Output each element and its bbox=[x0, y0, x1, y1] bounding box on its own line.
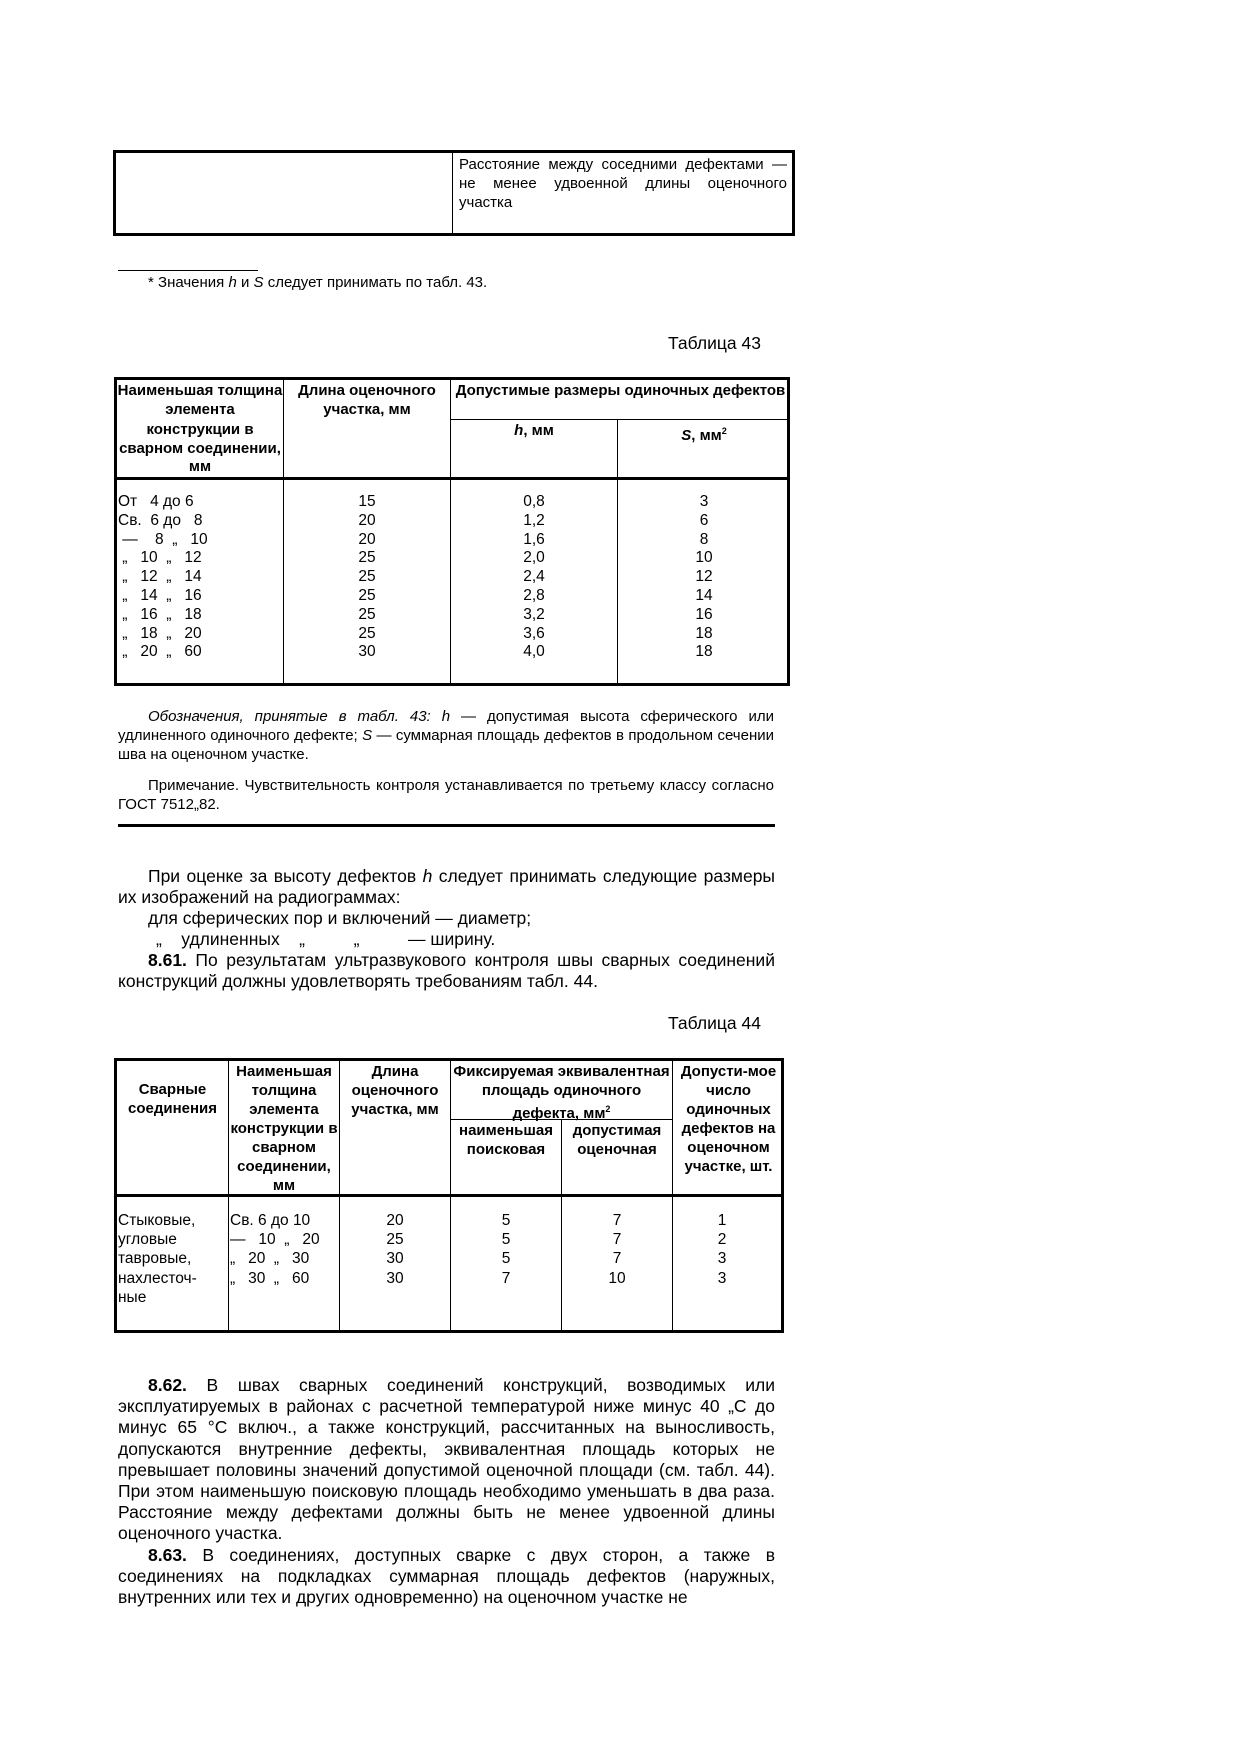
table-44-caption: Таблица 44 bbox=[668, 1013, 761, 1033]
table-cell-h: 2,8 bbox=[523, 586, 545, 604]
header-thickness: Наименьшая толщина элемента конструкции в сварном соединении, мм bbox=[117, 382, 283, 475]
header-allowed-defects: Допустимые размеры одиночных дефектов bbox=[455, 382, 786, 399]
table-cell-length: 20 bbox=[358, 530, 376, 548]
table-cell-thickness: От 4 до 6 bbox=[118, 493, 194, 510]
table-cell-length: 30 bbox=[358, 643, 376, 661]
header-evaluation: допустимая оценочная bbox=[572, 1122, 662, 1158]
table-cell-s: 10 bbox=[695, 549, 713, 567]
header-search: наименьшая поисковая bbox=[459, 1122, 553, 1158]
table-cell-thickness: „ 30 „ 60 bbox=[230, 1269, 310, 1287]
empty-cell bbox=[116, 153, 453, 233]
table-cell-length: 15 bbox=[358, 493, 376, 510]
table-cell-length: 20 bbox=[358, 511, 376, 529]
table-cell-thickness: „ 18 „ 20 bbox=[118, 624, 202, 642]
table-cell-thickness: „ 20 „ 60 bbox=[118, 643, 202, 661]
table-cell-eval: 7 bbox=[612, 1231, 622, 1249]
table-cell-s: 12 bbox=[695, 568, 713, 586]
table-cell-thickness: Св. 6 до 10 bbox=[230, 1212, 311, 1229]
note-text: Примечание. Чувствительность контроля устанавливается по третьему классу согласно ГОСТ 7512„82. bbox=[118, 777, 774, 813]
s-column bbox=[618, 493, 790, 662]
table-cell-s: 18 bbox=[695, 643, 713, 661]
table-cell-thickness: Св. 6 до 8 bbox=[118, 511, 203, 529]
header-joints: Сварные соединения bbox=[127, 1081, 218, 1117]
table-cell-h: 1,2 bbox=[523, 511, 545, 529]
header-bottom-rule bbox=[117, 1194, 784, 1197]
header-thickness: Наименьшая толщина элемента конструкции в сварном соединении, мм bbox=[230, 1063, 338, 1194]
footnote-divider bbox=[118, 270, 258, 271]
table-cell-s: 3 bbox=[699, 493, 709, 510]
length-column bbox=[284, 493, 450, 662]
table-cell-search: 5 bbox=[501, 1231, 511, 1249]
table-cell-length: 30 bbox=[386, 1269, 404, 1287]
table-43-notes bbox=[118, 707, 774, 814]
paragraph-line: При оценке за высоту дефектов h следует принимать следующие размеры их изображений на радиограммах: bbox=[118, 866, 776, 907]
table-cell-s: 18 bbox=[695, 624, 713, 642]
table-cell-eval: 7 bbox=[612, 1250, 622, 1268]
table-cell-length: 25 bbox=[358, 624, 376, 642]
table-cell-search: 5 bbox=[501, 1250, 511, 1268]
table-cell-thickness: „ 14 „ 16 bbox=[118, 586, 202, 604]
table-cell-thickness: „ 16 „ 18 bbox=[118, 605, 202, 623]
table-cell-count: 3 bbox=[717, 1269, 727, 1287]
evaluation-column bbox=[562, 1211, 672, 1288]
table-43 bbox=[114, 377, 790, 686]
notes-bottom-rule bbox=[118, 824, 775, 827]
thickness-column bbox=[118, 493, 282, 662]
table-cell-h: 0,8 bbox=[523, 493, 545, 510]
table-cell-length: 30 bbox=[386, 1250, 404, 1268]
paragraph-radiogram bbox=[118, 866, 775, 992]
table-cell-length: 25 bbox=[358, 605, 376, 623]
table-cell-length: 25 bbox=[386, 1231, 404, 1249]
footnote: * Значения h и S следует принимать по табл. 43. bbox=[148, 274, 488, 291]
table-cell-thickness: — 10 „ 20 bbox=[230, 1231, 320, 1249]
table-cell-s: 6 bbox=[699, 511, 709, 529]
table-cell-thickness: „ 12 „ 14 bbox=[118, 568, 202, 586]
table-cell-thickness: „ 20 „ 30 bbox=[230, 1250, 310, 1268]
table-44 bbox=[114, 1058, 784, 1333]
previous-table-fragment bbox=[113, 150, 795, 236]
table-cell-thickness: — 8 „ 10 bbox=[118, 530, 208, 548]
table-cell-h: 2,4 bbox=[523, 568, 545, 586]
paragraph-8-62-8-63 bbox=[118, 1375, 775, 1608]
table-cell-h: 3,2 bbox=[523, 605, 545, 623]
search-column bbox=[451, 1211, 561, 1288]
paragraph-8-63: 8.63. В соединениях, доступных сварке с двух сторон, а также в соединениях на подкладках суммарная площадь дефектов (наружных, внутренних или тех и других одновременно) на оценочном участке не bbox=[118, 1544, 775, 1608]
table-cell-length: 25 bbox=[358, 586, 376, 604]
table-cell-search: 7 bbox=[501, 1269, 511, 1287]
table-cell-count: 2 bbox=[717, 1231, 727, 1249]
h-column bbox=[451, 493, 617, 662]
table-cell-search: 5 bbox=[501, 1212, 511, 1229]
header-bottom-rule bbox=[117, 477, 790, 480]
paragraph-line: „ удлиненных „ „ — ширину. bbox=[156, 929, 496, 949]
table-cell-s: 16 bbox=[695, 605, 713, 623]
thickness-column bbox=[230, 1211, 338, 1288]
header-s: S, $мм^2$ bbox=[681, 426, 727, 444]
header-equivalent-area: Фиксируемая эквивалентная площадь одиночного дефекта, $мм^2$ bbox=[453, 1063, 670, 1122]
table-cell-eval: 7 bbox=[612, 1212, 622, 1229]
table-cell-count: 1 bbox=[717, 1212, 727, 1229]
table-cell-eval: 10 bbox=[608, 1269, 626, 1287]
header-length: Длина оценочного участка, мм bbox=[298, 382, 436, 418]
table-cell-s: 14 bbox=[695, 586, 713, 604]
count-column bbox=[673, 1211, 771, 1288]
header-length: Длина оценочного участка, мм bbox=[351, 1063, 439, 1118]
table-cell-length: 20 bbox=[386, 1212, 404, 1229]
paragraph-8-62: 8.62. В швах сварных соединений конструкций, возводимых или эксплуатируемых в районах с расчетной температурой ниже минус 40 „С до минус 65 °С включ., а также конструкций, рассчитанных на выносливость, допускаются внутренние дефекты, эквивалентная площадь которых не превышает половины значений допустимой оценочной площади (см. табл. 44). При этом наименьшую поисковую площадь необходимо уменьшать в два раза. Расстояние между дефектами должны быть не менее удвоенной длины оценочного участка. bbox=[118, 1375, 775, 1544]
header-count: Допусти-мое число одиночных дефектов на оценочном участке, шт. bbox=[680, 1063, 777, 1175]
table-cell-h: 2,0 bbox=[523, 549, 545, 567]
table-43-caption: Таблица 43 bbox=[668, 333, 761, 353]
joint-types-cell: Стыковые, угловые тавровые, нахлесточ-ные bbox=[118, 1212, 197, 1306]
header-divider bbox=[450, 419, 790, 420]
table-cell-thickness: „ 10 „ 12 bbox=[118, 549, 202, 567]
table-cell-h: 3,6 bbox=[523, 624, 545, 642]
table-cell-length: 25 bbox=[358, 549, 376, 567]
legend-text: Обозначения, принятые в табл. 43: h — допустимая высота сферического или удлиненного одиночного дефекте; S — суммарная площадь дефектов в продольном сечении шва на оценочном участке. bbox=[118, 708, 774, 763]
header-h: h, мм bbox=[514, 422, 554, 439]
table-cell-s: 8 bbox=[699, 530, 709, 548]
paragraph-8-61: 8.61. По результатам ультразвукового контроля швы сварных соединений конструкций должны удовлетворять требованиям табл. 44. bbox=[118, 950, 775, 991]
length-column bbox=[340, 1211, 450, 1288]
table-cell-h: 1,6 bbox=[523, 530, 545, 548]
table-cell-h: 4,0 bbox=[523, 643, 545, 661]
paragraph-line: для сферических пор и включений — диаметр; bbox=[148, 908, 532, 928]
table-cell-distance-rule: Расстояние между соседними дефектами — не менее удвоенной длины оценочного участка bbox=[459, 156, 787, 211]
table-cell-length: 25 bbox=[358, 568, 376, 586]
table-cell-count: 3 bbox=[717, 1250, 727, 1268]
